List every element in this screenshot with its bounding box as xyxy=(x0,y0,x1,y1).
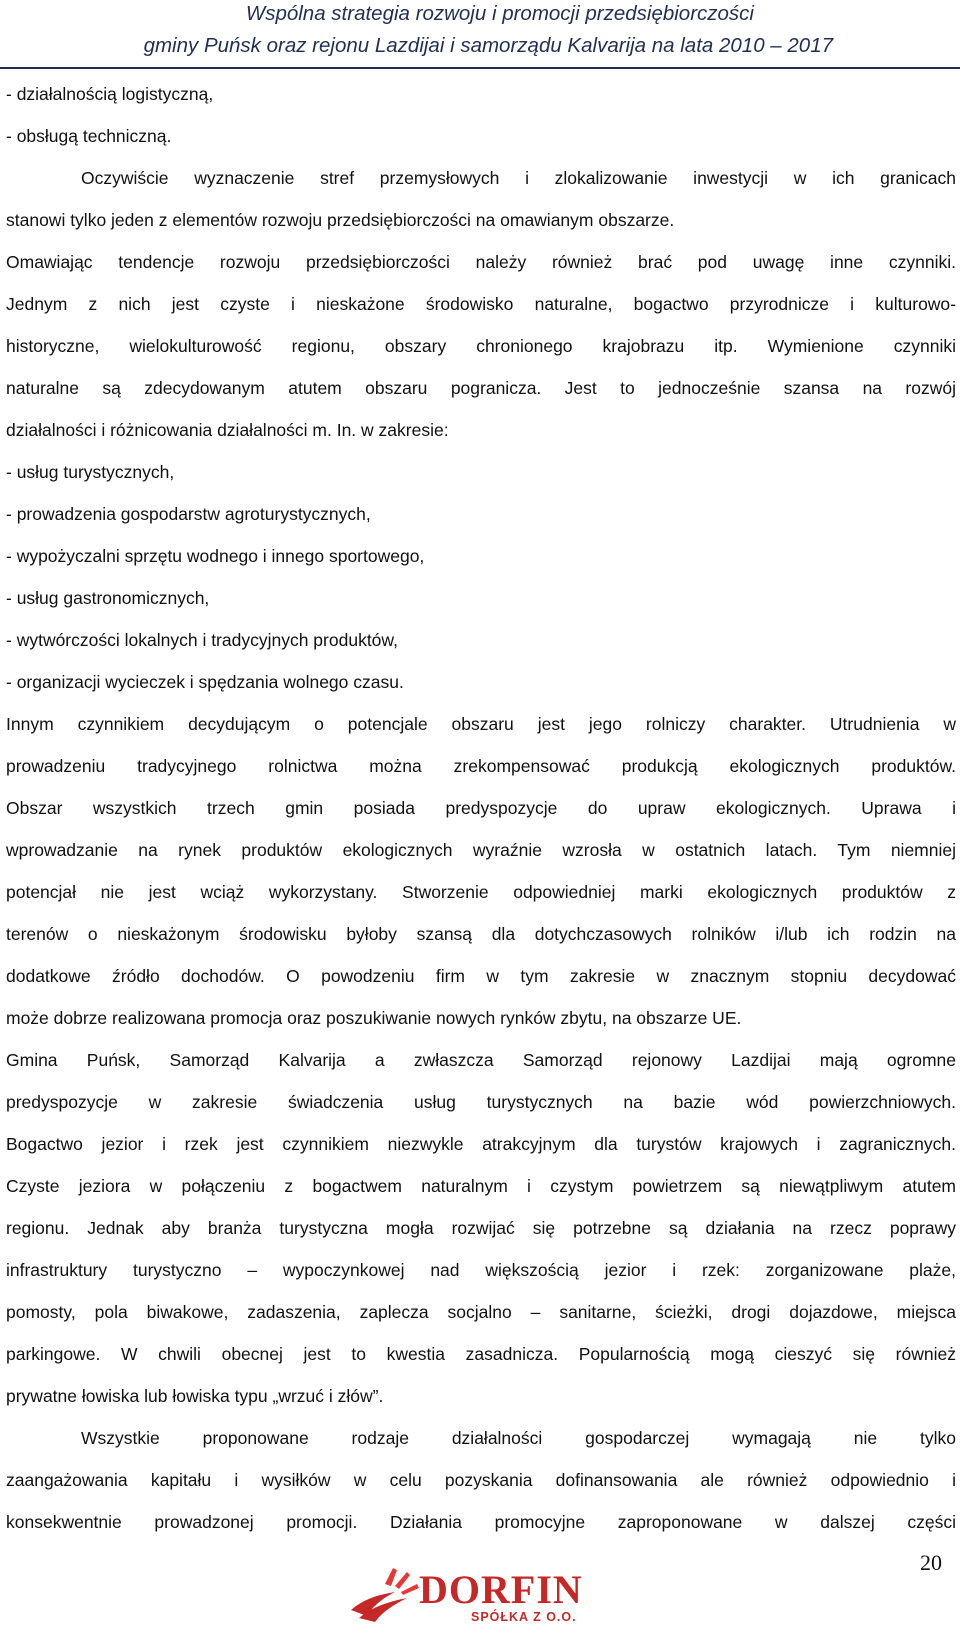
list-item: - wytwórczości lokalnych i tradycyjnych produktów, xyxy=(6,630,398,650)
header-title: Wspólna strategia rozwoju i promocji przedsiębiorczości xyxy=(245,2,754,25)
text-line: predyspozycje w zakresie świadczenia usług turystycznych na bazie wód powierzchniowych. xyxy=(6,1092,956,1112)
text-line: Omawiając tendencje rozwoju przedsiębiorczości należy również brać pod uwagę inne czynniki. xyxy=(6,252,956,272)
text-line: konsekwentnie prowadzonej promocji. Działania promocyjne zaproponowane w dalszej części xyxy=(6,1512,956,1532)
list-item: - wypożyczalni sprzętu wodnego i innego sportowego, xyxy=(6,546,425,566)
text-line: regionu. Jednak aby branża turystyczna mogła rozwijać się potrzebne są działania na rzecz poprawy xyxy=(6,1218,956,1238)
text-line: Oczywiście wyznaczenie stref przemysłowych i zlokalizowanie inwestycji w ich granicach xyxy=(81,168,956,188)
text-line: prowadzeniu tradycyjnego rolnictwa można zrekompensować produkcją ekologicznych produktów. xyxy=(6,756,956,776)
text-line: zaangażowania kapitału i wysiłków w celu pozyskania dofinansowania ale również odpowiednio i xyxy=(6,1470,956,1490)
text-line: dodatkowe źródło dochodów. O powodzeniu firm w tym zakresie w znacznym stopniu decydować xyxy=(6,966,956,986)
list-item: - usług gastronomicznych, xyxy=(6,588,210,608)
document-body xyxy=(6,73,956,1543)
logo-name: DORFIN xyxy=(419,1567,583,1612)
text-line: wprowadzanie na rynek produktów ekologicznych wyraźnie wzrosła w ostatnich latach. Tym niemniej xyxy=(6,840,956,860)
text-line: - obsługą techniczną. xyxy=(6,126,172,146)
text-line: parkingowe. W chwili obecnej jest to kwestia zasadnicza. Popularnością mogą cieszyć się również xyxy=(6,1344,956,1364)
list-item: - organizacji wycieczek i spędzania wolnego czasu. xyxy=(6,672,404,692)
text-line: działalności i różnicowania działalności m. In. w zakresie: xyxy=(6,420,449,440)
page-number: 20 xyxy=(920,1550,942,1575)
text-line: Wszystkie proponowane rodzaje działalności gospodarczej wymagają nie tylko xyxy=(81,1428,956,1448)
text-line: infrastruktury turystyczno – wypoczynkowej nad większością jezior i rzek: zorganizowane plaże, xyxy=(6,1260,956,1280)
text-line: historyczne, wielokulturowość regionu, obszary chronionego krajobrazu itp. Wymienione czynniki xyxy=(6,336,956,356)
logo-subtitle: SPÓŁKA Z O.O. xyxy=(471,1610,577,1624)
header-subtitle: gminy Puńsk oraz rejonu Lazdijai i samorządu Kalvarija na lata 2010 – 2017 xyxy=(143,34,833,57)
text-line: pomosty, pola biwakowe, zadaszenia, zaplecza socjalno – sanitarne, ścieżki, drogi dojazdowe, miejsca xyxy=(6,1302,956,1322)
text-line: potencjał nie jest wciąż wykorzystany. Stworzenie odpowiedniej marki ekologicznych produktów z xyxy=(6,882,956,902)
text-line: Gmina Puńsk, Samorząd Kalvarija a zwłaszcza Samorząd rejonowy Lazdijai mają ogromne xyxy=(6,1050,956,1070)
text-line: Jednym z nich jest czyste i nieskażone środowisko naturalne, bogactwo przyrodnicze i kulturowo- xyxy=(6,294,956,314)
page-header xyxy=(0,0,960,70)
list-item: - prowadzenia gospodarstw agroturystycznych, xyxy=(6,504,371,524)
header-rule xyxy=(0,67,960,69)
text-line: może dobrze realizowana promocja oraz poszukiwanie nowych rynków zbytu, na obszarze UE. xyxy=(6,1008,742,1028)
text-line: Czyste jeziora w połączeniu z bogactwem naturalnym i czystym powietrzem są niewątpliwym atutem xyxy=(6,1176,956,1196)
text-line: - działalnością logistyczną, xyxy=(6,84,214,104)
text-line: Innym czynnikiem decydującym o potencjale obszaru jest jego rolniczy charakter. Utrudnienia w xyxy=(6,714,956,734)
text-line: naturalne są zdecydowanym atutem obszaru pogranicza. Jest to jednocześnie szansa na rozwój xyxy=(6,378,956,398)
text-line: terenów o nieskażonym środowisku byłoby szansą dla dotychczasowych rolników i/lub ich rodzin na xyxy=(6,924,956,944)
logo-emblem-icon xyxy=(345,1562,425,1626)
company-logo xyxy=(345,1562,595,1632)
text-line: prywatne łowiska lub łowiska typu „wrzuć i złów”. xyxy=(6,1386,384,1406)
text-line: Obszar wszystkich trzech gmin posiada predyspozycje do upraw ekologicznych. Uprawa i xyxy=(6,798,956,818)
text-line: Bogactwo jezior i rzek jest czynnikiem niezwykle atrakcyjnym dla turystów krajowych i zagranicznych. xyxy=(6,1134,956,1154)
list-item: - usług turystycznych, xyxy=(6,462,175,482)
text-line: stanowi tylko jeden z elementów rozwoju przedsiębiorczości na omawianym obszarze. xyxy=(6,210,675,230)
